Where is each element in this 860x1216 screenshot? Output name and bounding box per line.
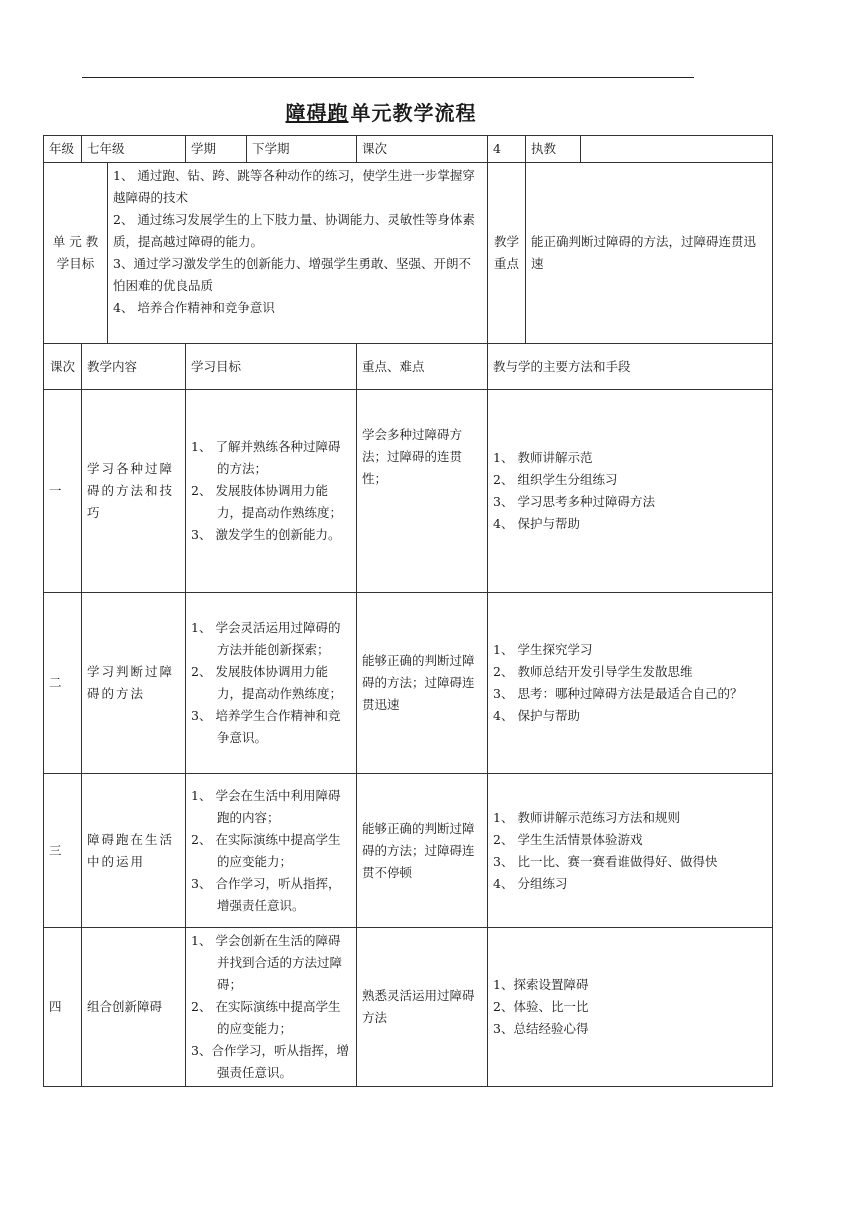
unit-goal-item: 2、 通过练习发展学生的上下肢力量、协调能力、灵敏性等身体素质，提高越过障碍的能力。 bbox=[113, 212, 475, 249]
method-item: 2、体验、比一比 bbox=[493, 999, 589, 1014]
method-item: 2、 组织学生分组练习 bbox=[493, 472, 618, 487]
lessons-value: 4 bbox=[488, 136, 526, 163]
header-rule bbox=[82, 77, 694, 78]
objective-item: 3、合作学习，听从指挥，增强责任意识。 bbox=[191, 1043, 349, 1080]
header-row bbox=[44, 136, 773, 163]
lessons-label: 课次 bbox=[357, 136, 488, 163]
lesson-row bbox=[44, 593, 773, 774]
lesson-key-points: 学会多种过障碍方法；过障碍的连贯性； bbox=[357, 390, 488, 593]
objective-item: 2、 发展肢体协调用力能力，提高动作熟练度； bbox=[191, 483, 343, 520]
lesson-number: 二 bbox=[44, 593, 82, 774]
unit-goal-item: 4、 培养合作精神和竞争意识 bbox=[113, 300, 275, 315]
lesson-content: 障碍跑在生活中的运用 bbox=[82, 774, 186, 928]
col-content: 教学内容 bbox=[82, 344, 186, 390]
unit-focus-text: 能正确判断过障碍的方法，过障碍连贯迅速 bbox=[526, 163, 773, 344]
lesson-number: 一 bbox=[44, 390, 82, 593]
objective-item: 3、 合作学习，听从指挥，增强责任意识。 bbox=[191, 875, 341, 913]
lesson-objectives bbox=[186, 593, 357, 774]
lesson-methods bbox=[488, 928, 773, 1087]
method-item: 3、总结经验心得 bbox=[493, 1021, 589, 1036]
teacher-value bbox=[581, 136, 773, 163]
objective-item: 1、 学会创新在生活的障碍并找到合适的方法过障碍； bbox=[191, 933, 343, 992]
method-item: 3、 学习思考多种过障碍方法 bbox=[493, 494, 655, 509]
lesson-objectives bbox=[186, 928, 357, 1087]
unit-goal-label: 单 元 教 学目标 bbox=[44, 163, 108, 344]
method-item: 1、 教师讲解示范练习方法和规则 bbox=[493, 809, 680, 825]
method-item: 1、探索设置障碍 bbox=[493, 977, 589, 992]
title-rest: 单元教学流程 bbox=[350, 101, 477, 125]
col-methods: 教与学的主要方法和手段 bbox=[488, 344, 773, 390]
lesson-number: 三 bbox=[44, 774, 82, 928]
objective-item: 2、 在实际演练中提高学生的应变能力； bbox=[191, 831, 341, 869]
lesson-content: 组合创新障碍 bbox=[82, 928, 186, 1087]
term-value: 下学期 bbox=[247, 136, 357, 163]
unit-plan-table bbox=[43, 135, 773, 1087]
lesson-key-points: 熟悉灵活运用过障碍方法 bbox=[357, 928, 488, 1087]
col-objectives: 学习目标 bbox=[186, 344, 357, 390]
lesson-number: 四 bbox=[44, 928, 82, 1087]
col-key-points: 重点、难点 bbox=[357, 344, 488, 390]
lesson-key-points: 能够正确的判断过障碍的方法；过障碍连贯不停顿 bbox=[357, 774, 488, 928]
method-item: 2、 学生生活情景体验游戏 bbox=[493, 831, 643, 847]
unit-goals bbox=[108, 163, 488, 344]
grade-label: 年级 bbox=[44, 136, 82, 163]
method-item: 1、 教师讲解示范 bbox=[493, 450, 593, 465]
lesson-methods bbox=[488, 390, 773, 593]
grade-value: 七年级 bbox=[82, 136, 186, 163]
method-item: 4、 保护与帮助 bbox=[493, 708, 580, 723]
method-item: 4、 分组练习 bbox=[493, 875, 568, 891]
method-item: 3、 比一比、赛一赛看谁做得好、做得快 bbox=[493, 853, 718, 869]
lesson-content: 学习判断过障碍的方法 bbox=[82, 593, 186, 774]
col-lesson: 课次 bbox=[44, 344, 82, 390]
method-item: 4、 保护与帮助 bbox=[493, 516, 580, 531]
term-label: 学期 bbox=[186, 136, 247, 163]
column-header-row bbox=[44, 344, 773, 390]
lesson-key-points: 能够正确的判断过障碍的方法；过障碍连贯迅速 bbox=[357, 593, 488, 774]
lesson-row bbox=[44, 928, 773, 1087]
objective-item: 2、 在实际演练中提高学生的应变能力； bbox=[191, 999, 341, 1036]
lesson-objectives bbox=[186, 390, 357, 593]
page-title bbox=[0, 97, 760, 126]
teacher-label: 执教 bbox=[526, 136, 581, 163]
unit-row bbox=[44, 163, 773, 344]
objective-item: 2、 发展肢体协调用力能力，提高动作熟练度； bbox=[191, 664, 343, 701]
lesson-row bbox=[44, 774, 773, 928]
method-item: 1、 学生探究学习 bbox=[493, 642, 593, 657]
objective-item: 3、 培养学生合作精神和竞争意识。 bbox=[191, 708, 341, 745]
lesson-content: 学习各种过障碍的方法和技巧 bbox=[82, 390, 186, 593]
objective-item: 1、 学会灵活运用过障碍的方法并能创新探索； bbox=[191, 620, 341, 657]
objective-item: 1、 了解并熟练各种过障碍的方法； bbox=[191, 439, 341, 476]
lesson-methods bbox=[488, 774, 773, 928]
unit-goal-item: 3、通过学习激发学生的创新能力、增强学生勇敢、坚强、开朗不怕困难的优良品质 bbox=[113, 256, 471, 293]
method-item: 3、 思考：哪种过障碍方法是最适合自己的？ bbox=[493, 686, 743, 701]
lesson-methods bbox=[488, 593, 773, 774]
method-item: 2、 教师总结开发引导学生发散思维 bbox=[493, 664, 693, 679]
unit-goal-item: 1、 通过跑、钻、跨、跳等各种动作的练习，使学生进一步掌握穿越障碍的技术 bbox=[113, 168, 475, 205]
objective-item: 1、 学会在生活中利用障碍跑的内容； bbox=[191, 787, 341, 825]
objective-item: 3、 激发学生的创新能力。 bbox=[191, 527, 341, 542]
title-topic: 障碍跑 bbox=[285, 101, 349, 125]
unit-focus-label: 教学重点 bbox=[488, 163, 526, 344]
lesson-objectives bbox=[186, 774, 357, 928]
lesson-row bbox=[44, 390, 773, 593]
